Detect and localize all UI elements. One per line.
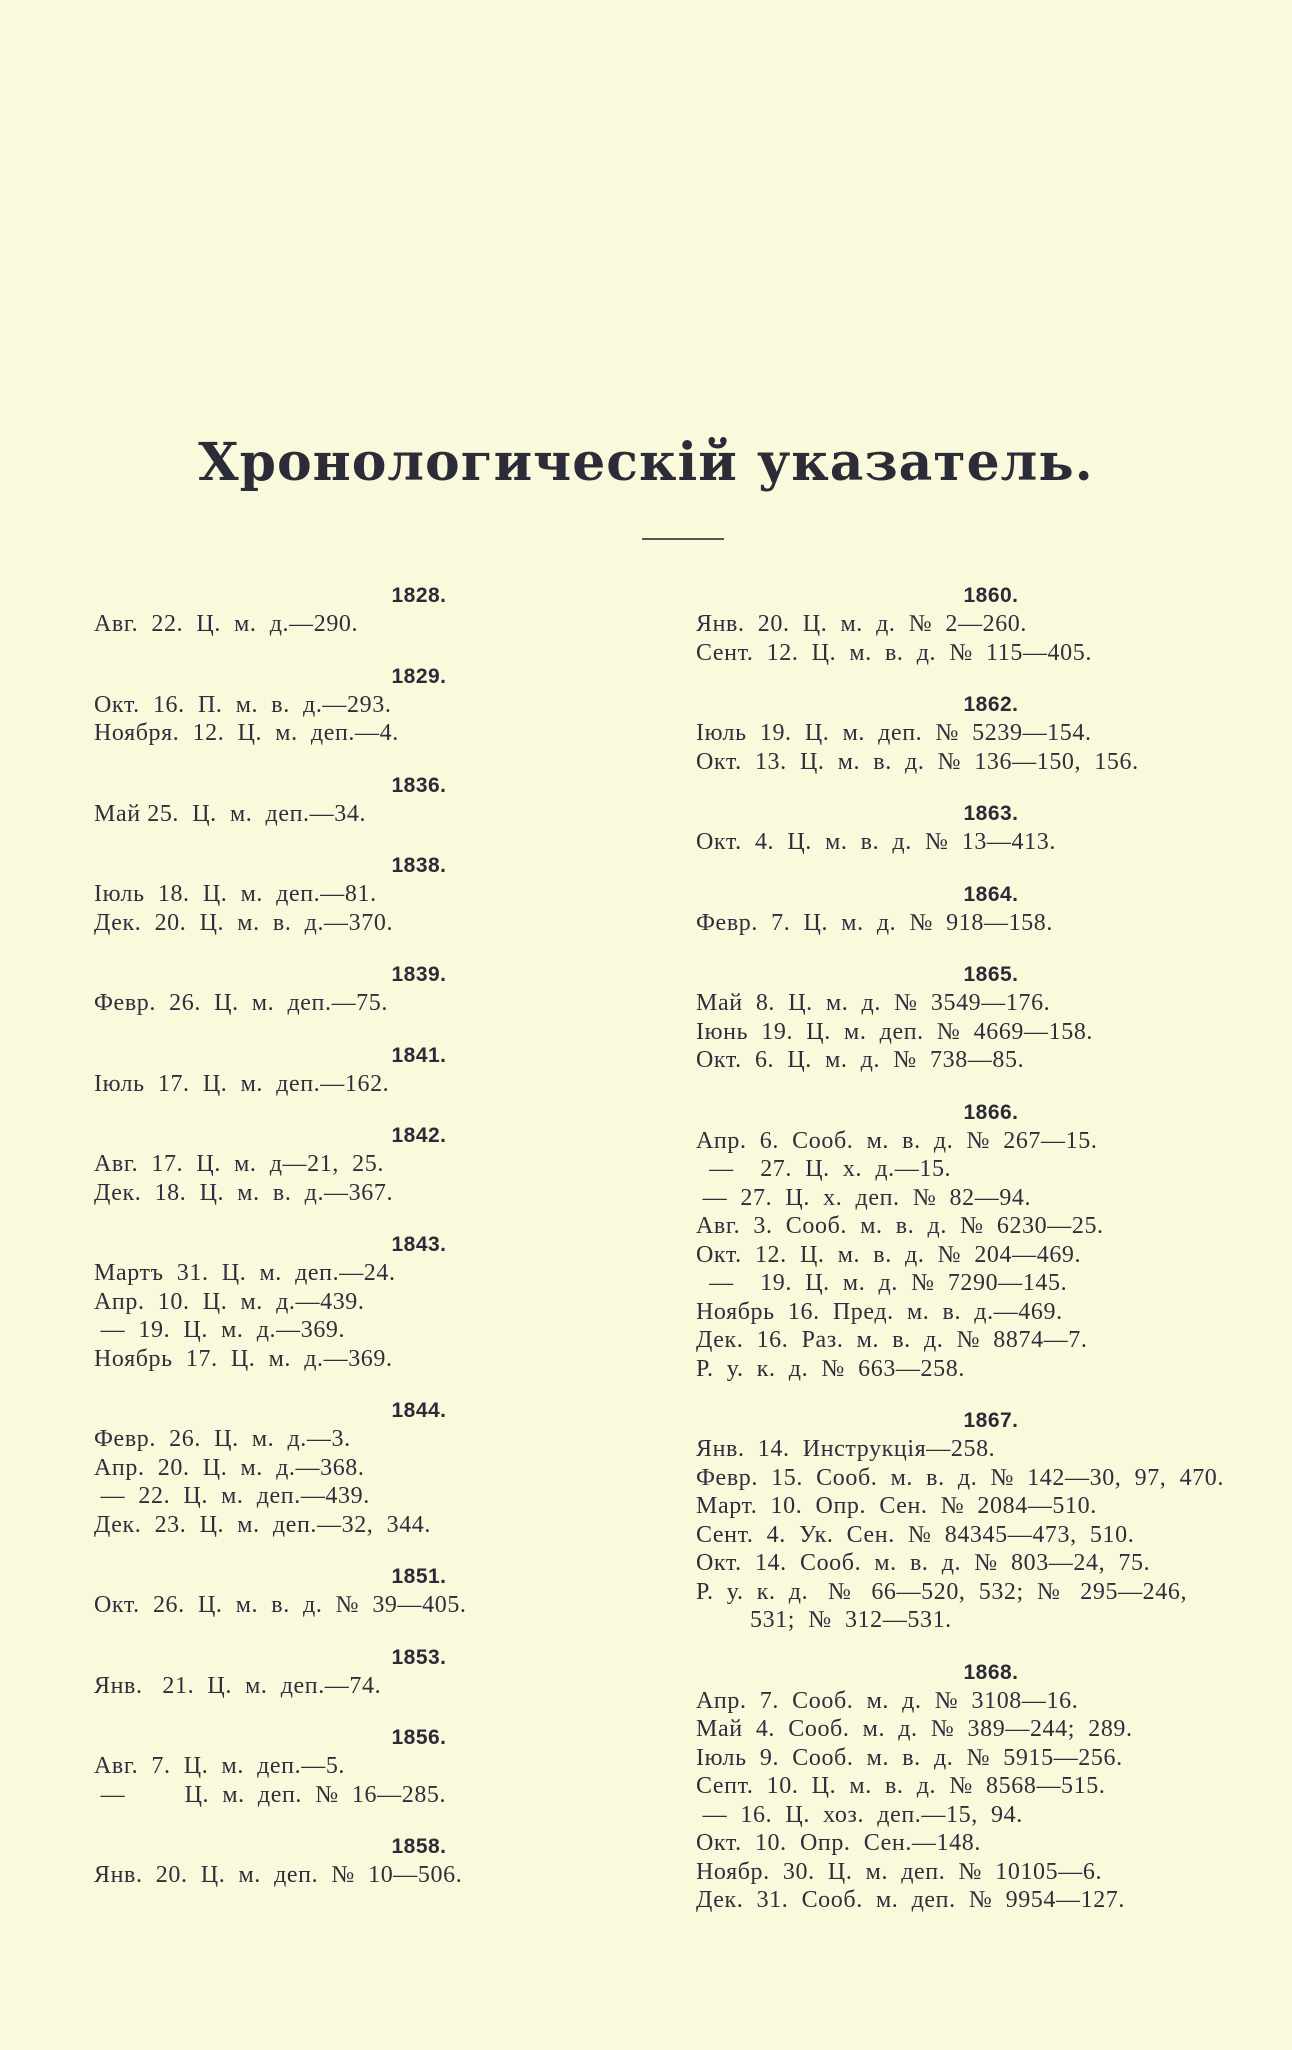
year-section [696,800,1266,857]
index-entry: Дек. 16. Раз. м. в. д. № 8874—7. [696,1327,1088,1353]
index-entry: — 16. Ц. хоз. деп.—15, 94. [696,1801,1023,1828]
index-entry: Февр. 26. Ц. м. д.—3. [94,1426,351,1452]
year-heading: 1828. [391,584,447,607]
index-entry: Іюль 9. Сооб. м. в. д. № 5915—256. [696,1744,1123,1771]
year-section [696,961,1266,1075]
index-entry: Септ. 10. Ц. м. в. д. № 8568—515. [696,1773,1106,1799]
year-section [94,663,654,748]
year-heading: 1858. [391,1835,447,1858]
index-entry: Окт. 14. Сооб. м. в. д. № 803—24, 75. [696,1550,1151,1576]
index-entry: Іюль 19. Ц. м. деп. № 5239—154. [696,720,1092,746]
index-entry: Апр. 20. Ц. м. д.—368. [94,1454,365,1481]
year-heading: 1866. [963,1100,1019,1124]
index-entry: Май 25. Ц. м. деп.—34. [94,800,367,827]
index-entry: Ноябр. 30. Ц. м. деп. № 10105—6. [696,1858,1103,1885]
left-column [94,582,654,1914]
index-entry: Дек. 18. Ц. м. в. д.—367. [94,1179,394,1206]
index-entry: Окт. 6. Ц. м. д. № 738—85. [696,1047,1025,1073]
index-entry: Дек. 20. Ц. м. в. д.—370. [94,909,394,936]
index-entry: Авг. 17. Ц. м. д—21, 25. [94,1151,384,1177]
year-heading: 1829. [391,664,447,688]
year-section [94,582,654,639]
index-entry: Авг. 3. Сооб. м. в. д. № 6230—25. [696,1213,1104,1239]
index-entry: Р. у. к. д. № 66—520, 532; № 295—246, [696,1578,1188,1605]
year-section [94,961,654,1018]
index-entry: Авг. 7. Ц. м. деп.—5. [94,1753,346,1779]
year-heading: 1842. [391,1124,447,1147]
index-entry: — 22. Ц. м. деп.—439. [94,1483,370,1509]
year-heading: 1836. [391,773,447,797]
index-entry: — 19. Ц. м. д.—369. [94,1317,346,1343]
index-entry: Сент. 4. Ук. Сен. № 84345—473, 510. [696,1521,1135,1548]
year-heading: 1863. [963,802,1019,825]
index-entry: Окт. 16. П. м. в. д.—293. [94,691,392,718]
index-entry: Ноябрь 17. Ц. м. д.—369. [94,1345,393,1372]
year-heading: 1843. [391,1233,447,1256]
index-entry: Дек. 23. Ц. м. деп.—32, 344. [94,1511,432,1538]
year-section [696,1659,1266,1915]
year-section [696,1407,1266,1635]
index-entry: Март. 10. Опр. Сен. № 2084—510. [696,1493,1097,1519]
index-entry: Февр. 26. Ц. м. деп.—75. [94,990,388,1016]
year-section [94,1563,654,1620]
year-section [94,1231,654,1373]
year-section [94,1122,654,1207]
title-divider [642,538,724,540]
year-heading: 1851. [391,1565,447,1588]
index-entry: Янв. 21. Ц. м. деп.—74. [94,1672,382,1699]
year-heading: 1838. [391,854,447,877]
index-entry: — 27. Ц. х. деп. № 82—94. [696,1184,1032,1211]
index-entry: Янв. 20. Ц. м. д. № 2—260. [696,611,1028,637]
index-entry: Янв. 14. Инструкція—258. [696,1436,996,1462]
year-heading: 1841. [391,1043,447,1067]
index-entry: Янв. 20. Ц. м. деп. № 10—506. [94,1862,463,1888]
year-section [696,881,1266,938]
index-entry: — Ц. м. деп. № 16—285. [94,1781,447,1808]
year-section [94,772,654,829]
index-entry: Ноября. 12. Ц. м. деп.—4. [94,720,399,746]
year-section [94,1644,654,1701]
year-section [94,852,654,937]
year-heading: 1844. [391,1399,447,1422]
index-entry: Апр. 7. Сооб. м. д. № 3108—16. [696,1687,1079,1714]
index-entry: Іюль 17. Ц. м. деп.—162. [94,1070,390,1097]
year-heading: 1853. [391,1645,447,1669]
year-heading: 1862. [963,693,1019,716]
year-section [696,691,1266,776]
index-entry: — 19. Ц. м. д. № 7290—145. [696,1270,1068,1296]
index-entry: Февр. 7. Ц. м. д. № 918—158. [696,909,1053,936]
index-entry: Окт. 4. Ц. м. в. д. № 13—413. [696,829,1056,855]
year-heading: 1856. [391,1726,447,1749]
index-entry: — 27. Ц. х. д.—15. [696,1156,952,1182]
page-title: Хронологическій указатель. [198,432,1094,493]
index-entry: Апр. 10. Ц. м. д.—439. [94,1288,365,1315]
index-entry: Авг. 22. Ц. м. д.—290. [94,611,359,637]
index-entry: Іюль 18. Ц. м. деп.—81. [94,881,377,907]
index-entry-continuation: 531; № 312—531. [750,1607,952,1633]
index-entry: Мартъ 31. Ц. м. деп.—24. [94,1260,396,1286]
right-column [696,582,1266,1939]
index-entry: Окт. 13. Ц. м. в. д. № 136—150, 156. [696,748,1139,775]
year-heading: 1839. [391,963,447,986]
index-entry: Май 4. Сооб. м. д. № 389—244; 289. [696,1716,1133,1742]
year-section [696,1099,1266,1384]
year-section [94,1724,654,1809]
index-entry: Ноябрь 16. Пред. м. в. д.—469. [696,1298,1063,1325]
index-entry: Окт. 12. Ц. м. в. д. № 204—469. [696,1241,1082,1268]
index-entry: Окт. 26. Ц. м. в. д. № 39—405. [94,1592,467,1618]
index-entry: Сент. 12. Ц. м. в. д. № 115—405. [696,639,1092,666]
year-heading: 1867. [963,1409,1019,1432]
year-section [94,1833,654,1890]
year-section [94,1042,654,1099]
year-section [696,582,1266,667]
index-entry: Апр. 6. Сооб. м. в. д. № 267—15. [696,1127,1098,1154]
index-entry: Май 8. Ц. м. д. № 3549—176. [696,990,1051,1016]
index-entry: Дек. 31. Сооб. м. деп. № 9954—127. [696,1887,1125,1913]
index-entry: Р. у. к. д. № 663—258. [696,1355,965,1382]
index-entry: Февр. 15. Сооб. м. в. д. № 142—30, 97, 470. [696,1464,1224,1491]
index-entry: Окт. 10. Опр. Сен.—148. [696,1830,981,1856]
year-heading: 1864. [963,882,1019,906]
index-entry: Іюнь 19. Ц. м. деп. № 4669—158. [696,1018,1094,1045]
year-heading: 1868. [963,1660,1019,1684]
year-section [94,1397,654,1539]
year-heading: 1865. [963,963,1019,986]
year-heading: 1860. [963,584,1019,607]
